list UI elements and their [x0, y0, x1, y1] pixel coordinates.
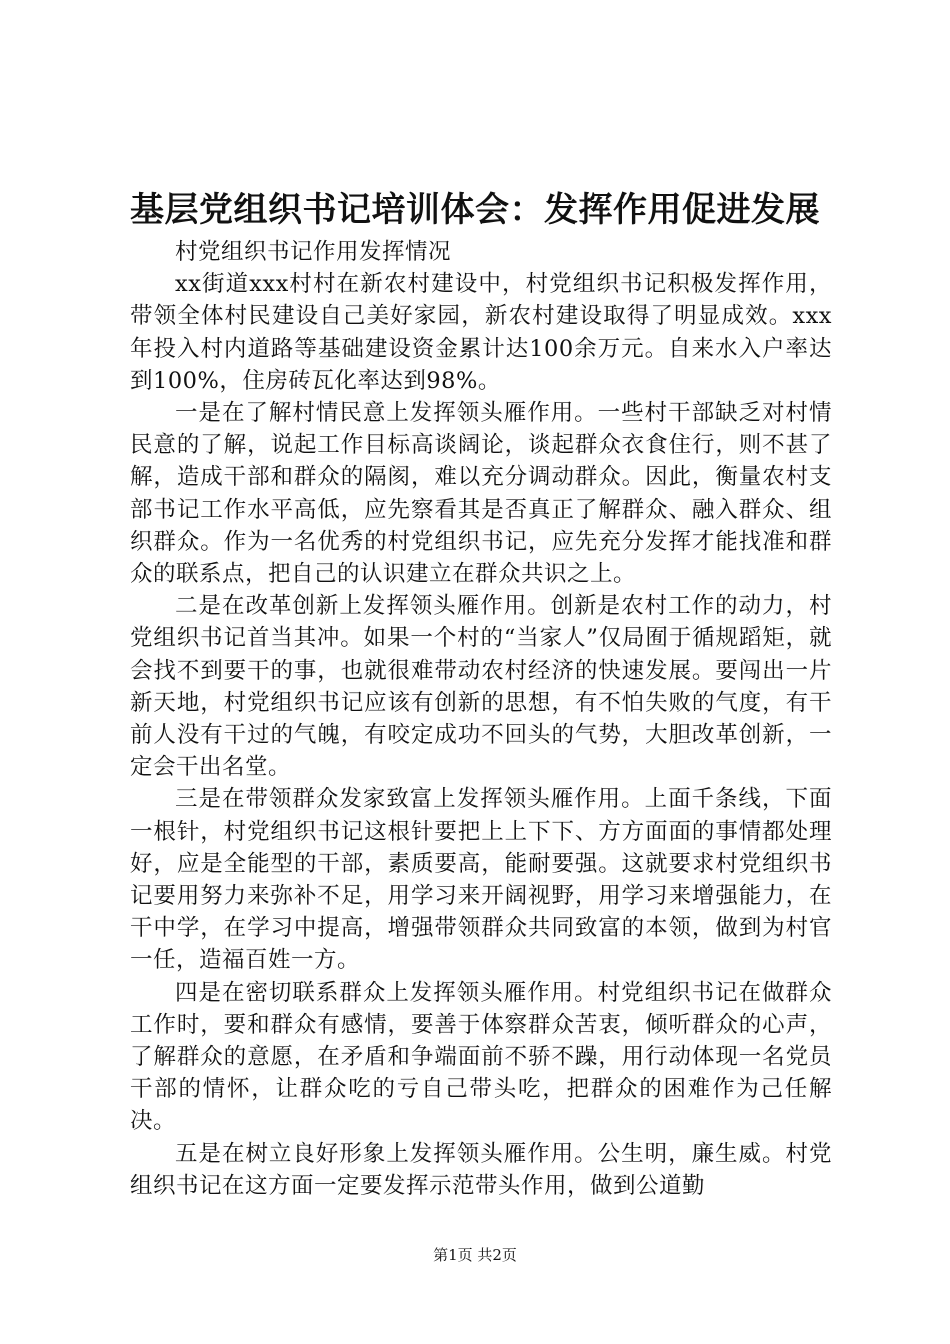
paragraph-point-1: 一是在了解村情民意上发挥领头雁作用。一些村干部缺乏对村情民意的了解，说起工作目标高谈阔论，谈起群众衣食住行，则不甚了解，造成干部和群众的隔阂，难以充分调动群众。因此，衡量农村支部书记工作水平高低，应先察看其是否真正了解群众、融入群众、组织群众。作为一名优秀的村党组织书记，应先充分发挥才能找准和群众的联系点，把自己的认识建立在群众共识之上。 — [130, 400, 832, 588]
paragraph-point-4: 四是在密切联系群众上发挥领头雁作用。村党组织书记在做群众工作时，要和群众有感情，要善于体察群众苦衷，倾听群众的心声，了解群众的意愿，在矛盾和争端面前不骄不躁，用行动体现一名党员干部的情怀，让群众吃的亏自己带头吃，把群众的困难作为己任解决。 — [130, 979, 832, 1135]
paragraph-point-3: 三是在带领群众发家致富上发挥领头雁作用。上面千条线，下面一根针，村党组织书记这根针要把上上下下、方方面面的事情都处理好，应是全能型的干部，素质要高，能耐要强。这就要求村党组织书记要用努力来弥补不足，用学习来开阔视野，用学习来增强能力，在干中学，在学习中提高，增强带领群众共同致富的本领，做到为村官一任，造福百姓一方。 — [130, 786, 832, 974]
paragraph-point-5: 五是在树立良好形象上发挥领头雁作用。公生明，廉生威。村党组织书记在这方面一定要发挥示范带头作用，做到公道勤 — [130, 1140, 832, 1199]
document-title: 基层党组织书记培训体会：发挥作用促进发展 — [130, 190, 820, 230]
document-body — [130, 236, 832, 1202]
paragraph-intro: xx街道xxx村村在新农村建设中，村党组织书记积极发挥作用，带领全体村民建设自己美好家园，新农村建设取得了明显成效。xxx年投入村内道路等基础建设资金累计达100余万元。自来水入户率达到100%，住房砖瓦化率达到98%。 — [130, 271, 832, 394]
paragraph-point-2: 二是在改革创新上发挥领头雁作用。创新是农村工作的动力，村党组织书记首当其冲。如果一个村的“当家人”仅局囿于循规蹈矩，就会找不到要干的事，也就很难带动农村经济的快速发展。要闯出一片新天地，村党组织书记应该有创新的思想，有不怕失败的气度，有干前人没有干过的气魄，有咬定成功不回头的气势，大胆改革创新，一定会干出名堂。 — [130, 593, 832, 781]
page-footer: 第1页 共2页 — [433, 1246, 517, 1264]
section-heading: 村党组织书记作用发挥情况 — [175, 239, 452, 265]
